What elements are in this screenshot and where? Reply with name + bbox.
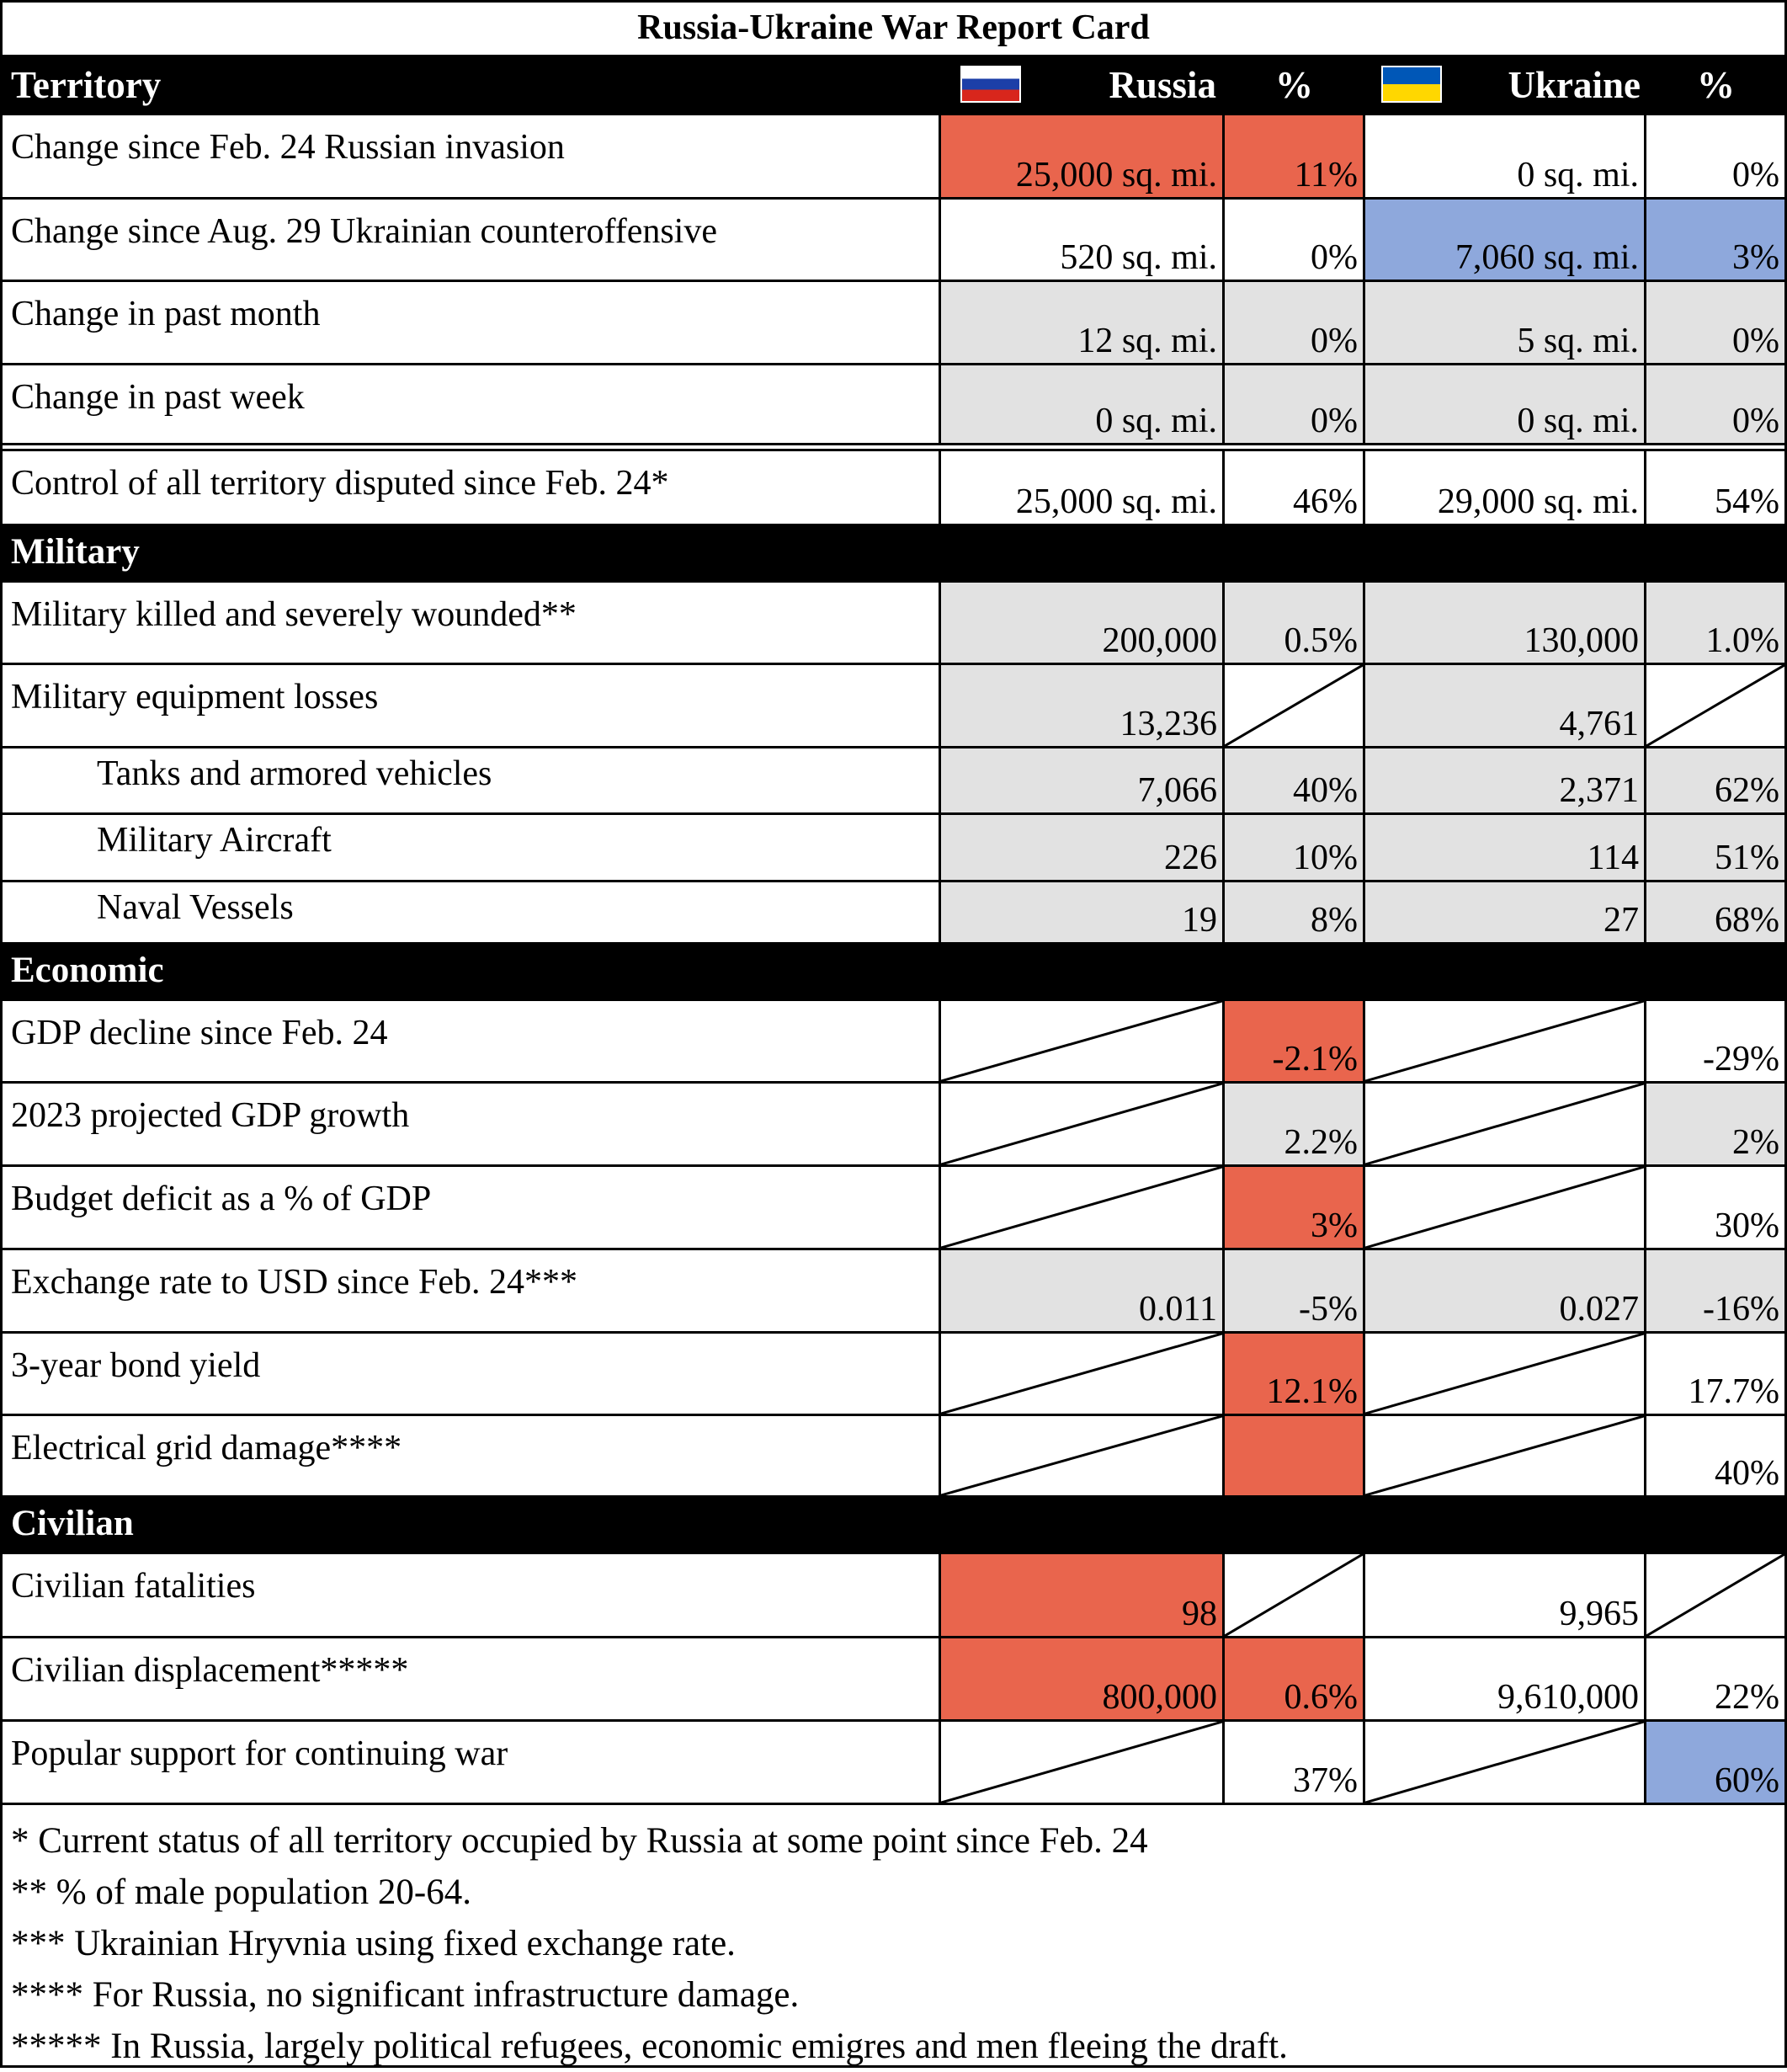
- row-label: Exchange rate to USD since Feb. 24***: [11, 1263, 578, 1302]
- russia-percent-header: %: [1275, 64, 1313, 106]
- russia-value: 25,000 sq. mi.: [939, 115, 1222, 197]
- ukraine-value-na: [1363, 1722, 1644, 1803]
- russia-value: 12 sq. mi.: [939, 282, 1222, 363]
- table-row: [3, 1719, 1784, 1803]
- russia-percent: 37%: [1222, 1722, 1363, 1803]
- ukraine-percent: 68%: [1644, 882, 1784, 942]
- ukraine-percent: -29%: [1644, 1001, 1784, 1081]
- row-label: Military killed and severely wounded**: [11, 595, 577, 634]
- table-row: [3, 1414, 1784, 1495]
- ukraine-percent: 0%: [1644, 365, 1784, 443]
- russia-percent: 10%: [1222, 815, 1363, 880]
- russia-percent: 0%: [1222, 282, 1363, 363]
- row-label: Civilian displacement*****: [11, 1651, 409, 1690]
- footnote: **** For Russia, no significant infrastructure damage.: [11, 1975, 800, 2015]
- ukraine-percent: 3%: [1644, 200, 1784, 280]
- ukraine-value-na: [1363, 1084, 1644, 1164]
- ukraine-value: 29,000 sq. mi.: [1363, 451, 1644, 524]
- russia-value-na: [939, 1334, 1222, 1414]
- russia-value: 800,000: [939, 1638, 1222, 1719]
- ukraine-percent: 30%: [1644, 1167, 1784, 1248]
- table-row: [3, 812, 1784, 880]
- row-label: Naval Vessels: [97, 888, 294, 927]
- table-row: [3, 280, 1784, 363]
- table-row: [3, 1636, 1784, 1719]
- row-label: 2023 projected GDP growth: [11, 1096, 410, 1135]
- russia-percent: -2.1%: [1222, 1001, 1363, 1081]
- ukraine-percent: 2%: [1644, 1084, 1784, 1164]
- ukraine-percent: -16%: [1644, 1250, 1784, 1331]
- russia-value-na: [939, 1001, 1222, 1081]
- ukraine-value-na: [1363, 1334, 1644, 1414]
- russia-percent: 12.1%: [1222, 1334, 1363, 1414]
- ukraine-value-na: [1363, 1167, 1644, 1248]
- footnote: ***** In Russia, largely political refugees, economic emigres and men fleeing the draft.: [11, 2027, 1288, 2066]
- table-row: [3, 363, 1784, 443]
- russia-percent: 0%: [1222, 200, 1363, 280]
- ukraine-value: 0 sq. mi.: [1363, 365, 1644, 443]
- russia-value: 7,066: [939, 748, 1222, 812]
- table-row: [3, 663, 1784, 746]
- russia-value: 0 sq. mi.: [939, 365, 1222, 443]
- ukraine-percent: 40%: [1644, 1416, 1784, 1495]
- ukraine-value: 9,965: [1363, 1554, 1644, 1636]
- russia-column-header: Russia: [1109, 64, 1216, 106]
- russia-percent: [1222, 1416, 1363, 1495]
- russia-value: 19: [939, 882, 1222, 942]
- table-row: [3, 1164, 1784, 1248]
- ukraine-percent: 0%: [1644, 115, 1784, 197]
- footnote: *** Ukrainian Hryvnia using fixed exchange rate.: [11, 1924, 736, 1963]
- russia-value: 520 sq. mi.: [939, 200, 1222, 280]
- ukraine-column-header: Ukraine: [1508, 64, 1641, 106]
- russia-percent: 0.6%: [1222, 1638, 1363, 1719]
- footnotes: [3, 1803, 1784, 2072]
- russia-percent: 0%: [1222, 365, 1363, 443]
- row-label: Budget deficit as a % of GDP: [11, 1180, 432, 1218]
- russia-value-na: [939, 1084, 1222, 1164]
- row-label: Change in past week: [11, 378, 305, 417]
- row-label: GDP decline since Feb. 24: [11, 1014, 388, 1052]
- section-title-territory: Territory: [11, 64, 162, 106]
- table-row: [3, 1331, 1784, 1414]
- table-row: [3, 197, 1784, 280]
- ukraine-value: 114: [1363, 815, 1644, 880]
- row-label: Change in past month: [11, 295, 321, 333]
- ukraine-value: 27: [1363, 882, 1644, 942]
- ukraine-value: 2,371: [1363, 748, 1644, 812]
- ukraine-percent-header: %: [1697, 64, 1735, 106]
- table-row: [3, 746, 1784, 812]
- ukraine-percent-na: [1644, 1554, 1784, 1636]
- russia-value-na: [939, 1167, 1222, 1248]
- row-label: Civilian fatalities: [11, 1567, 256, 1606]
- row-label: Electrical grid damage****: [11, 1429, 402, 1467]
- table-row: [3, 1248, 1784, 1331]
- section-title-civilian: Civilian: [3, 1495, 1784, 1554]
- russia-value: 98: [939, 1554, 1222, 1636]
- ukraine-value-na: [1363, 1416, 1644, 1495]
- russia-percent: 2.2%: [1222, 1084, 1363, 1164]
- table-row: [3, 1554, 1784, 1636]
- ukraine-value: 0.027: [1363, 1250, 1644, 1331]
- row-label: 3-year bond yield: [11, 1346, 261, 1385]
- ukraine-value: 0 sq. mi.: [1363, 115, 1644, 197]
- section-title-economic: Economic: [3, 942, 1784, 1001]
- russia-percent: 3%: [1222, 1167, 1363, 1248]
- footnote: ** % of male population 20-64.: [11, 1872, 471, 1912]
- russia-percent: 40%: [1222, 748, 1363, 812]
- ukraine-value: 7,060 sq. mi.: [1363, 200, 1644, 280]
- ukraine-value: 5 sq. mi.: [1363, 282, 1644, 363]
- section-title-military: Military: [3, 524, 1784, 583]
- russia-percent: 11%: [1222, 115, 1363, 197]
- russia-value: 226: [939, 815, 1222, 880]
- table-row: [3, 443, 1784, 524]
- russia-value: 0.011: [939, 1250, 1222, 1331]
- russia-value-na: [939, 1722, 1222, 1803]
- ukraine-percent-na: [1644, 665, 1784, 746]
- russia-value: 13,236: [939, 665, 1222, 746]
- russia-percent: 0.5%: [1222, 583, 1363, 663]
- ukraine-value-na: [1363, 1001, 1644, 1081]
- ukraine-percent: 1.0%: [1644, 583, 1784, 663]
- ukraine-value: 4,761: [1363, 665, 1644, 746]
- ukraine-percent: 62%: [1644, 748, 1784, 812]
- russia-percent: -5%: [1222, 1250, 1363, 1331]
- row-label: Popular support for continuing war: [11, 1734, 508, 1773]
- ukraine-percent: 54%: [1644, 451, 1784, 524]
- row-label: Change since Feb. 24 Russian invasion: [11, 128, 565, 167]
- ukraine-percent: 17.7%: [1644, 1334, 1784, 1414]
- ukraine-percent: 0%: [1644, 282, 1784, 363]
- russia-percent: 8%: [1222, 882, 1363, 942]
- page-title: Russia-Ukraine War Report Card: [637, 8, 1150, 47]
- table-row: [3, 1081, 1784, 1164]
- row-label: Tanks and armored vehicles: [97, 754, 492, 793]
- table-row: [3, 880, 1784, 942]
- row-label: Control of all territory disputed since Feb. 24*: [11, 464, 669, 503]
- ukraine-percent: 22%: [1644, 1638, 1784, 1719]
- footnote: * Current status of all territory occupied by Russia at some point since Feb. 24: [11, 1821, 1148, 1861]
- russia-value-na: [939, 1416, 1222, 1495]
- ukraine-value: 9,610,000: [1363, 1638, 1644, 1719]
- ukraine-percent: 51%: [1644, 815, 1784, 880]
- russia-value: 25,000 sq. mi.: [939, 451, 1222, 524]
- russia-percent: 46%: [1222, 451, 1363, 524]
- ukraine-value: 130,000: [1363, 583, 1644, 663]
- russia-percent-na: [1222, 1554, 1363, 1636]
- ukraine-percent: 60%: [1644, 1722, 1784, 1803]
- row-label: Military equipment losses: [11, 678, 379, 716]
- russia-percent-na: [1222, 665, 1363, 746]
- table-row: [3, 583, 1784, 663]
- territory-header: [3, 55, 1784, 115]
- table-row: [3, 115, 1784, 197]
- row-label: Military Aircraft: [97, 821, 332, 860]
- table-row: [3, 1001, 1784, 1081]
- russia-value: 200,000: [939, 583, 1222, 663]
- row-label: Change since Aug. 29 Ukrainian counteroffensive: [11, 212, 717, 251]
